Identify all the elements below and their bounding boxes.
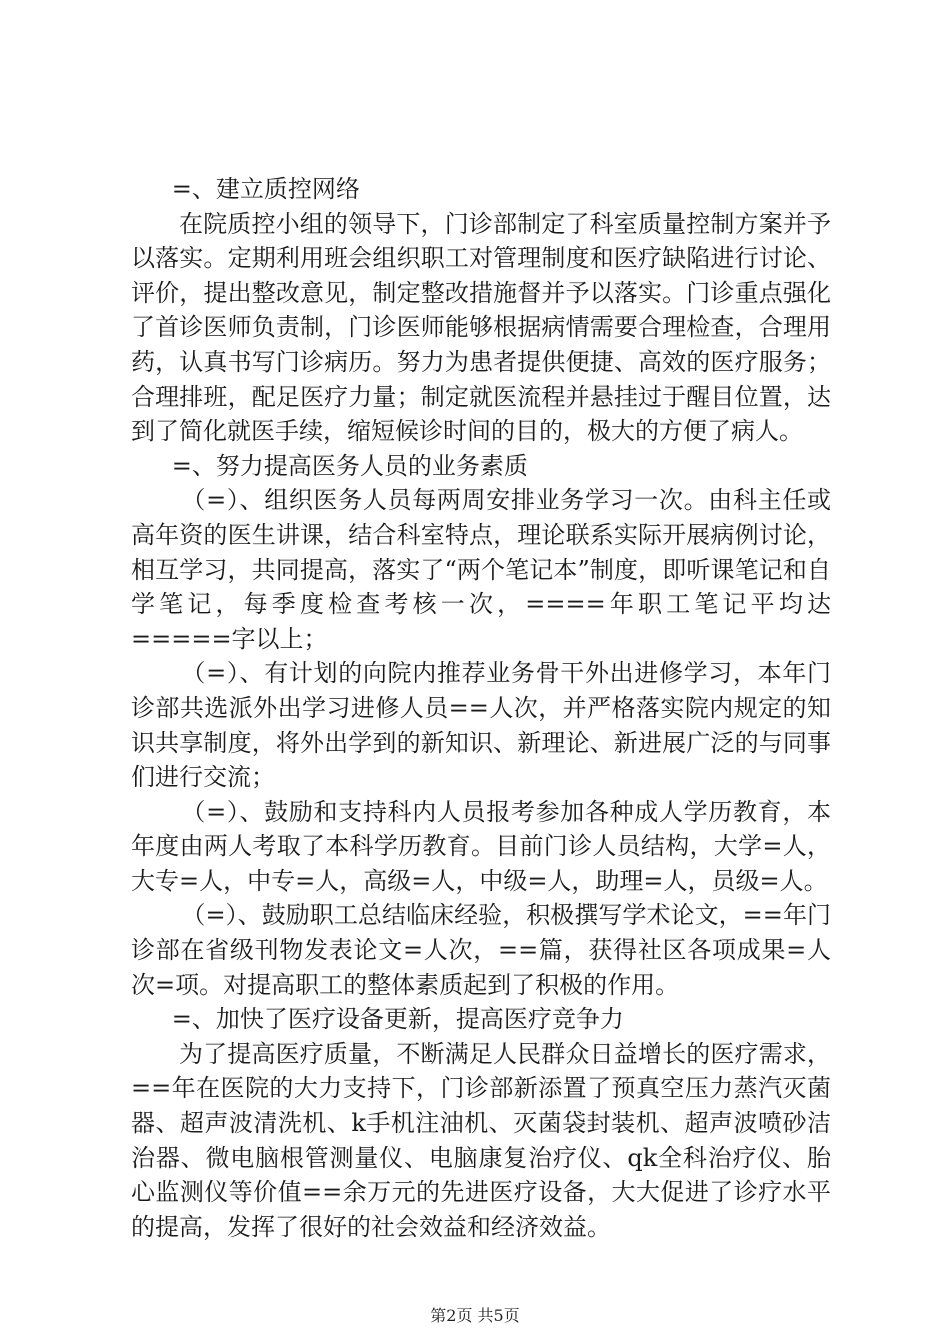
paragraph-external-training: （=）、有计划的向院内推荐业务骨干外出进修学习，本年门诊部共选派外出学习进修人员==人次，并严格落实院内规定的知识共享制度，将外出学到的新知识、新理论、新进展广泛的与同事们进行交流； xyxy=(131,659,831,792)
section-heading-quality-network: =、建立质控网络 xyxy=(171,175,360,203)
paragraph-study-sessions: （=）、组织医务人员每两周安排业务学习一次。由科主任或高年资的医生讲课，结合科室特点，理论联系实际开展病例讨论，相互学习，共同提高，落实了“两个笔记本”制度，即听课笔记和自学笔记，每季度检查考核一次，====年职工笔记平均达=====字以上； xyxy=(131,486,831,653)
paragraph-adult-education: （=）、鼓励和支持科内人员报考参加各种成人学历教育，本年度由两人考取了本科学历教育。目前门诊人员结构，大学=人，大专=人，中专=人，高级=人，中级=人，助理=人，员级=人。 xyxy=(131,797,831,895)
section-heading-staff-quality: =、努力提高医务人员的业务素质 xyxy=(171,451,528,480)
section-heading-equipment: =、加快了医疗设备更新，提高医疗竞争力 xyxy=(171,1005,624,1034)
paragraph-academic-papers: （=）、鼓励职工总结临床经验，积极撰写学术论文，==年门诊部在省级刊物发表论文=人次，==篇，获得社区各项成果=人次=项。对提高职工的整体素质起到了积极的作用。 xyxy=(131,901,831,999)
paragraph-quality-control: 在院质控小组的领导下，门诊部制定了科室质量控制方案并予以落实。定期利用班会组织职工对管理制度和医疗缺陷进行讨论、评价，提出整改意见，制定整改措施督并予以落实。门诊重点强化了首诊医师负责制，门诊医师能够根据病情需要合理检查，合理用药，认真书写门诊病历。努力为患者提供便捷、高效的医疗服务；合理排班，配足医疗力量；制定就医流程并悬挂过于醒目位置，达到了简化就医手续，缩短候诊时间的目的，极大的方便了病人。 xyxy=(131,209,831,446)
document-body xyxy=(131,172,831,1244)
page-number-footer: 第2页 共5页 xyxy=(430,1306,520,1325)
paragraph-equipment-update: 为了提高医疗质量，不断满足人民群众日益增长的医疗需求，==年在医院的大力支持下，门诊部新添置了预真空压力蒸汽灭菌器、超声波清洗机、k手机注油机、灭菌袋封装机、超声波喷砂洁治器、微电脑根管测量仪、电脑康复治疗仪、qk全科治疗仪、胎心监测仪等价值==余万元的先进医疗设备，大大促进了诊疗水平的提高，发挥了很好的社会效益和经济效益。 xyxy=(131,1039,831,1241)
